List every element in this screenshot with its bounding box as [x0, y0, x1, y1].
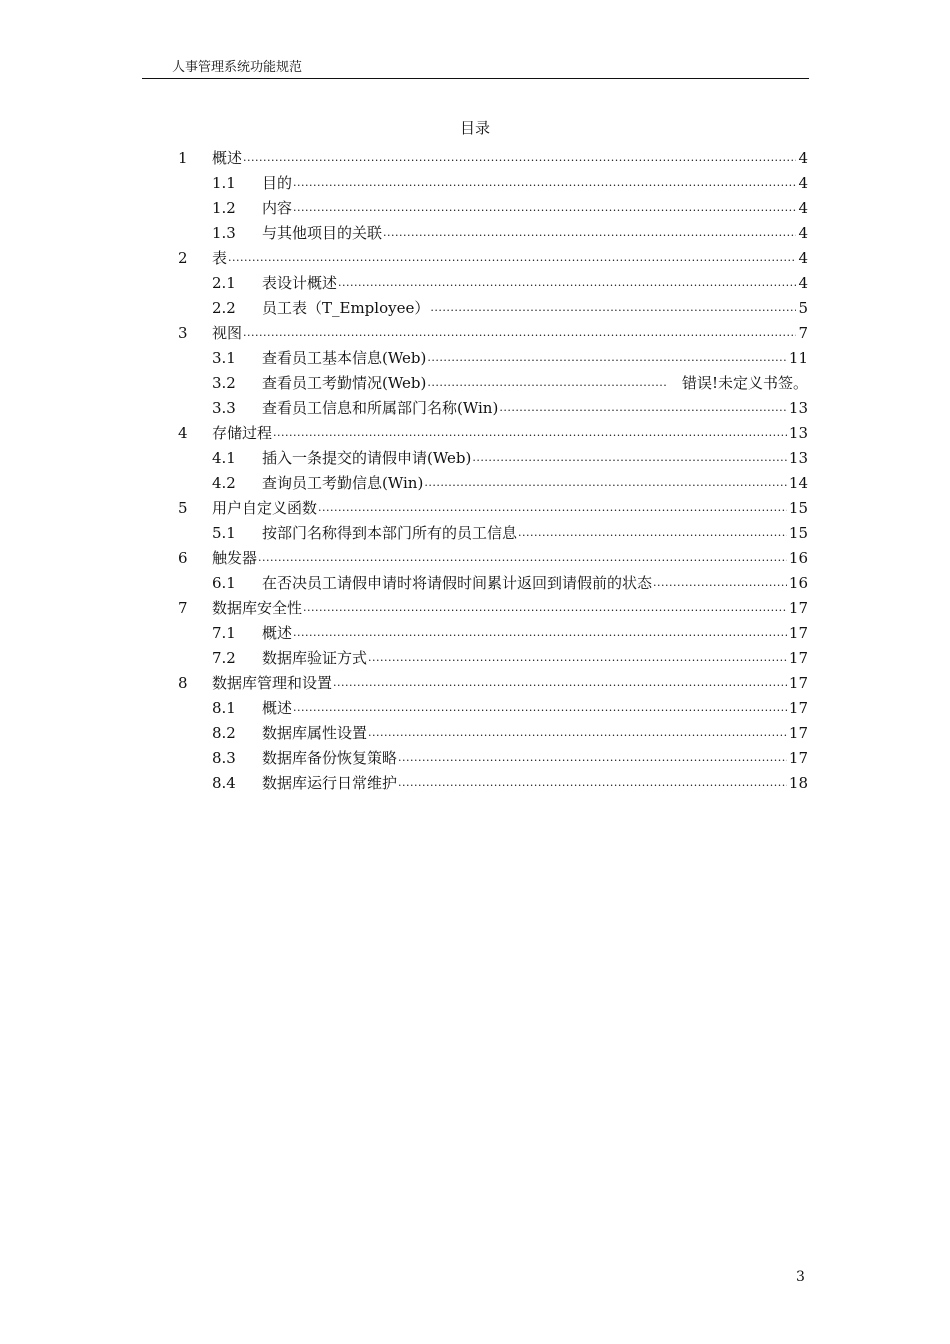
toc-entry[interactable]: [212, 443, 808, 468]
toc-leader-dots: [427, 375, 666, 391]
toc-entry-label: 查询员工考勤信息(Win): [262, 474, 424, 492]
toc-entry[interactable]: [178, 418, 808, 443]
toc-leader-dots: [427, 350, 787, 366]
toc-entry-page: 4: [798, 174, 808, 192]
toc-entry-page: 17: [788, 749, 808, 767]
toc-leader-dots: [293, 700, 787, 716]
toc-entry[interactable]: [178, 668, 808, 693]
toc-entry-page: 4: [798, 224, 808, 242]
toc-entry-number: 2.2: [212, 299, 236, 317]
toc-entry-number: 7: [178, 599, 188, 617]
toc-entry-page: 16: [788, 549, 808, 567]
toc-entry-number: 3.1: [212, 349, 236, 367]
toc-entry-number: 2.1: [212, 274, 236, 292]
page-header: [142, 58, 809, 79]
toc-entry-label: 概述: [262, 699, 293, 717]
toc-leader-dots: [333, 675, 787, 691]
toc-leader-dots: [243, 150, 796, 166]
toc-entry-label: 用户自定义函数: [212, 499, 318, 517]
header-title: 人事管理系统功能规范: [172, 60, 303, 75]
toc-entry[interactable]: [178, 593, 808, 618]
toc-entry-number: 7.1: [212, 624, 236, 642]
toc-entry-number: 8.4: [212, 774, 236, 792]
toc-entry-number: 8.2: [212, 724, 236, 742]
toc-entry-number: 7.2: [212, 649, 236, 667]
toc-leader-dots: [293, 200, 796, 216]
toc-entry-number: 3.2: [212, 374, 236, 392]
toc-entry-label: 数据库备份恢复策略: [262, 749, 398, 767]
toc-leader-dots: [653, 575, 787, 591]
toc-entry-page: 4: [798, 199, 808, 217]
toc-leader-dots: [273, 425, 787, 441]
toc-entry-page: 16: [788, 574, 808, 592]
toc-entry[interactable]: [212, 618, 808, 643]
toc-entry-page: 11: [788, 349, 808, 367]
toc-entry-number: 6.1: [212, 574, 236, 592]
toc-entry-label: 目的: [262, 174, 293, 192]
toc-leader-dots: [383, 225, 796, 241]
toc-entry-label: 在否决员工请假申请时将请假时间累计返回到请假前的状态: [262, 574, 653, 592]
toc-entry-number: 8.1: [212, 699, 236, 717]
toc-entry-page: 17: [788, 599, 808, 617]
toc-entry-number: 8.3: [212, 749, 236, 767]
toc-entry-page: 13: [788, 449, 808, 467]
toc-entry-page: 13: [788, 399, 808, 417]
toc-entry[interactable]: [178, 243, 808, 268]
toc-entry[interactable]: [212, 268, 808, 293]
toc-entry-page: 13: [788, 424, 808, 442]
toc-entry-label: 查看员工基本信息(Web): [262, 349, 427, 367]
toc-entry-page: 15: [788, 524, 808, 542]
toc-entry[interactable]: [212, 293, 808, 318]
toc-entry[interactable]: [212, 568, 808, 593]
toc-entry-label: 概述: [262, 624, 293, 642]
toc-leader-dots: [368, 725, 787, 741]
toc-entry-page: 4: [798, 274, 808, 292]
toc-entry-page: 错误!未定义书签。: [681, 374, 808, 392]
toc-leader-dots: [338, 275, 796, 291]
toc-leader-dots: [472, 450, 787, 466]
toc-entry-label: 与其他项目的关联: [262, 224, 383, 242]
toc-entry-page: 17: [788, 724, 808, 742]
toc-entry-page: 4: [798, 149, 808, 167]
toc-entry-number: 3.3: [212, 399, 236, 417]
toc-leader-dots: [303, 600, 787, 616]
toc-entry[interactable]: [212, 718, 808, 743]
toc-entry-number: 1: [178, 149, 188, 167]
toc-entry-page: 17: [788, 649, 808, 667]
toc-entry-label: 触发器: [212, 549, 258, 567]
toc-entry[interactable]: [178, 543, 808, 568]
toc-leader-dots: [499, 400, 787, 416]
toc-entry-page: 7: [798, 324, 808, 342]
toc-leader-dots: [430, 300, 796, 316]
toc-entry-label: 表设计概述: [262, 274, 338, 292]
toc-entry[interactable]: [212, 193, 808, 218]
toc-entry-page: 15: [788, 499, 808, 517]
toc-entry-label: 数据库属性设置: [262, 724, 368, 742]
toc-entry[interactable]: [178, 143, 808, 168]
toc-leader-dots: [398, 775, 787, 791]
toc-leader-dots: [228, 250, 796, 266]
toc-entry-label: 内容: [262, 199, 293, 217]
toc-leader-dots: [368, 650, 787, 666]
toc-entry-page: 17: [788, 674, 808, 692]
toc-entry[interactable]: [212, 393, 808, 418]
toc-entry-page: 5: [798, 299, 808, 317]
toc-entry-page: 17: [788, 624, 808, 642]
toc-entry[interactable]: [212, 643, 808, 668]
toc-entry[interactable]: [212, 368, 808, 393]
toc-entry-number: 5.1: [212, 524, 236, 542]
toc-entry-label: 数据库管理和设置: [212, 674, 333, 692]
toc-entry-label: 表: [212, 249, 228, 267]
toc-entry[interactable]: [178, 493, 808, 518]
toc-entry-label: 插入一条提交的请假申请(Web): [262, 449, 472, 467]
toc-entry-label: 查看员工信息和所属部门名称(Win): [262, 399, 499, 417]
toc-entry-number: 1.3: [212, 224, 236, 242]
toc-entry-page: 17: [788, 699, 808, 717]
toc-entry-label: 数据库安全性: [212, 599, 303, 617]
toc-entry-number: 6: [178, 549, 188, 567]
toc-entry[interactable]: [212, 343, 808, 368]
toc-entry-label: 按部门名称得到本部门所有的员工信息: [262, 524, 518, 542]
toc-entry-page: 14: [788, 474, 808, 492]
toc-entry-number: 2: [178, 249, 188, 267]
toc-entry[interactable]: [178, 318, 808, 343]
toc-entry-number: 3: [178, 324, 188, 342]
toc-entry-number: 4.2: [212, 474, 236, 492]
toc-leader-dots: [293, 625, 787, 641]
toc-entry[interactable]: [212, 768, 808, 793]
page-number: 3: [796, 1269, 805, 1285]
toc-entry-label: 数据库验证方式: [262, 649, 368, 667]
toc-entry-number: 1.2: [212, 199, 236, 217]
toc-entry-number: 8: [178, 674, 188, 692]
toc-leader-dots: [398, 750, 787, 766]
toc-leader-dots: [243, 325, 796, 341]
toc-entry-number: 4: [178, 424, 188, 442]
toc-entry[interactable]: [212, 693, 808, 718]
toc-entry[interactable]: [212, 218, 808, 243]
toc-leader-dots: [518, 525, 787, 541]
toc-entry-label: 概述: [212, 149, 243, 167]
toc-entry[interactable]: [212, 518, 808, 543]
toc-entry-label: 视图: [212, 324, 243, 342]
toc-entry[interactable]: [212, 468, 808, 493]
toc-leader-dots: [318, 500, 787, 516]
toc-entry[interactable]: [212, 168, 808, 193]
toc-entry-number: 5: [178, 499, 188, 517]
toc-entry-label: 存储过程: [212, 424, 273, 442]
toc-entry[interactable]: [212, 743, 808, 768]
toc-entry-number: 4.1: [212, 449, 236, 467]
toc-leader-dots: [258, 550, 787, 566]
toc-title: 目录: [459, 119, 490, 137]
toc-leader-dots: [293, 175, 796, 191]
toc-entry-page: 4: [798, 249, 808, 267]
toc-entry-label: 员工表（T_Employee）: [262, 299, 430, 317]
toc-entry-label: 查看员工考勤情况(Web): [262, 374, 427, 392]
toc-entry-page: 18: [788, 774, 808, 792]
toc-entry-number: 1.1: [212, 174, 236, 192]
toc-leader-dots: [424, 475, 787, 491]
toc-entry-label: 数据库运行日常维护: [262, 774, 398, 792]
